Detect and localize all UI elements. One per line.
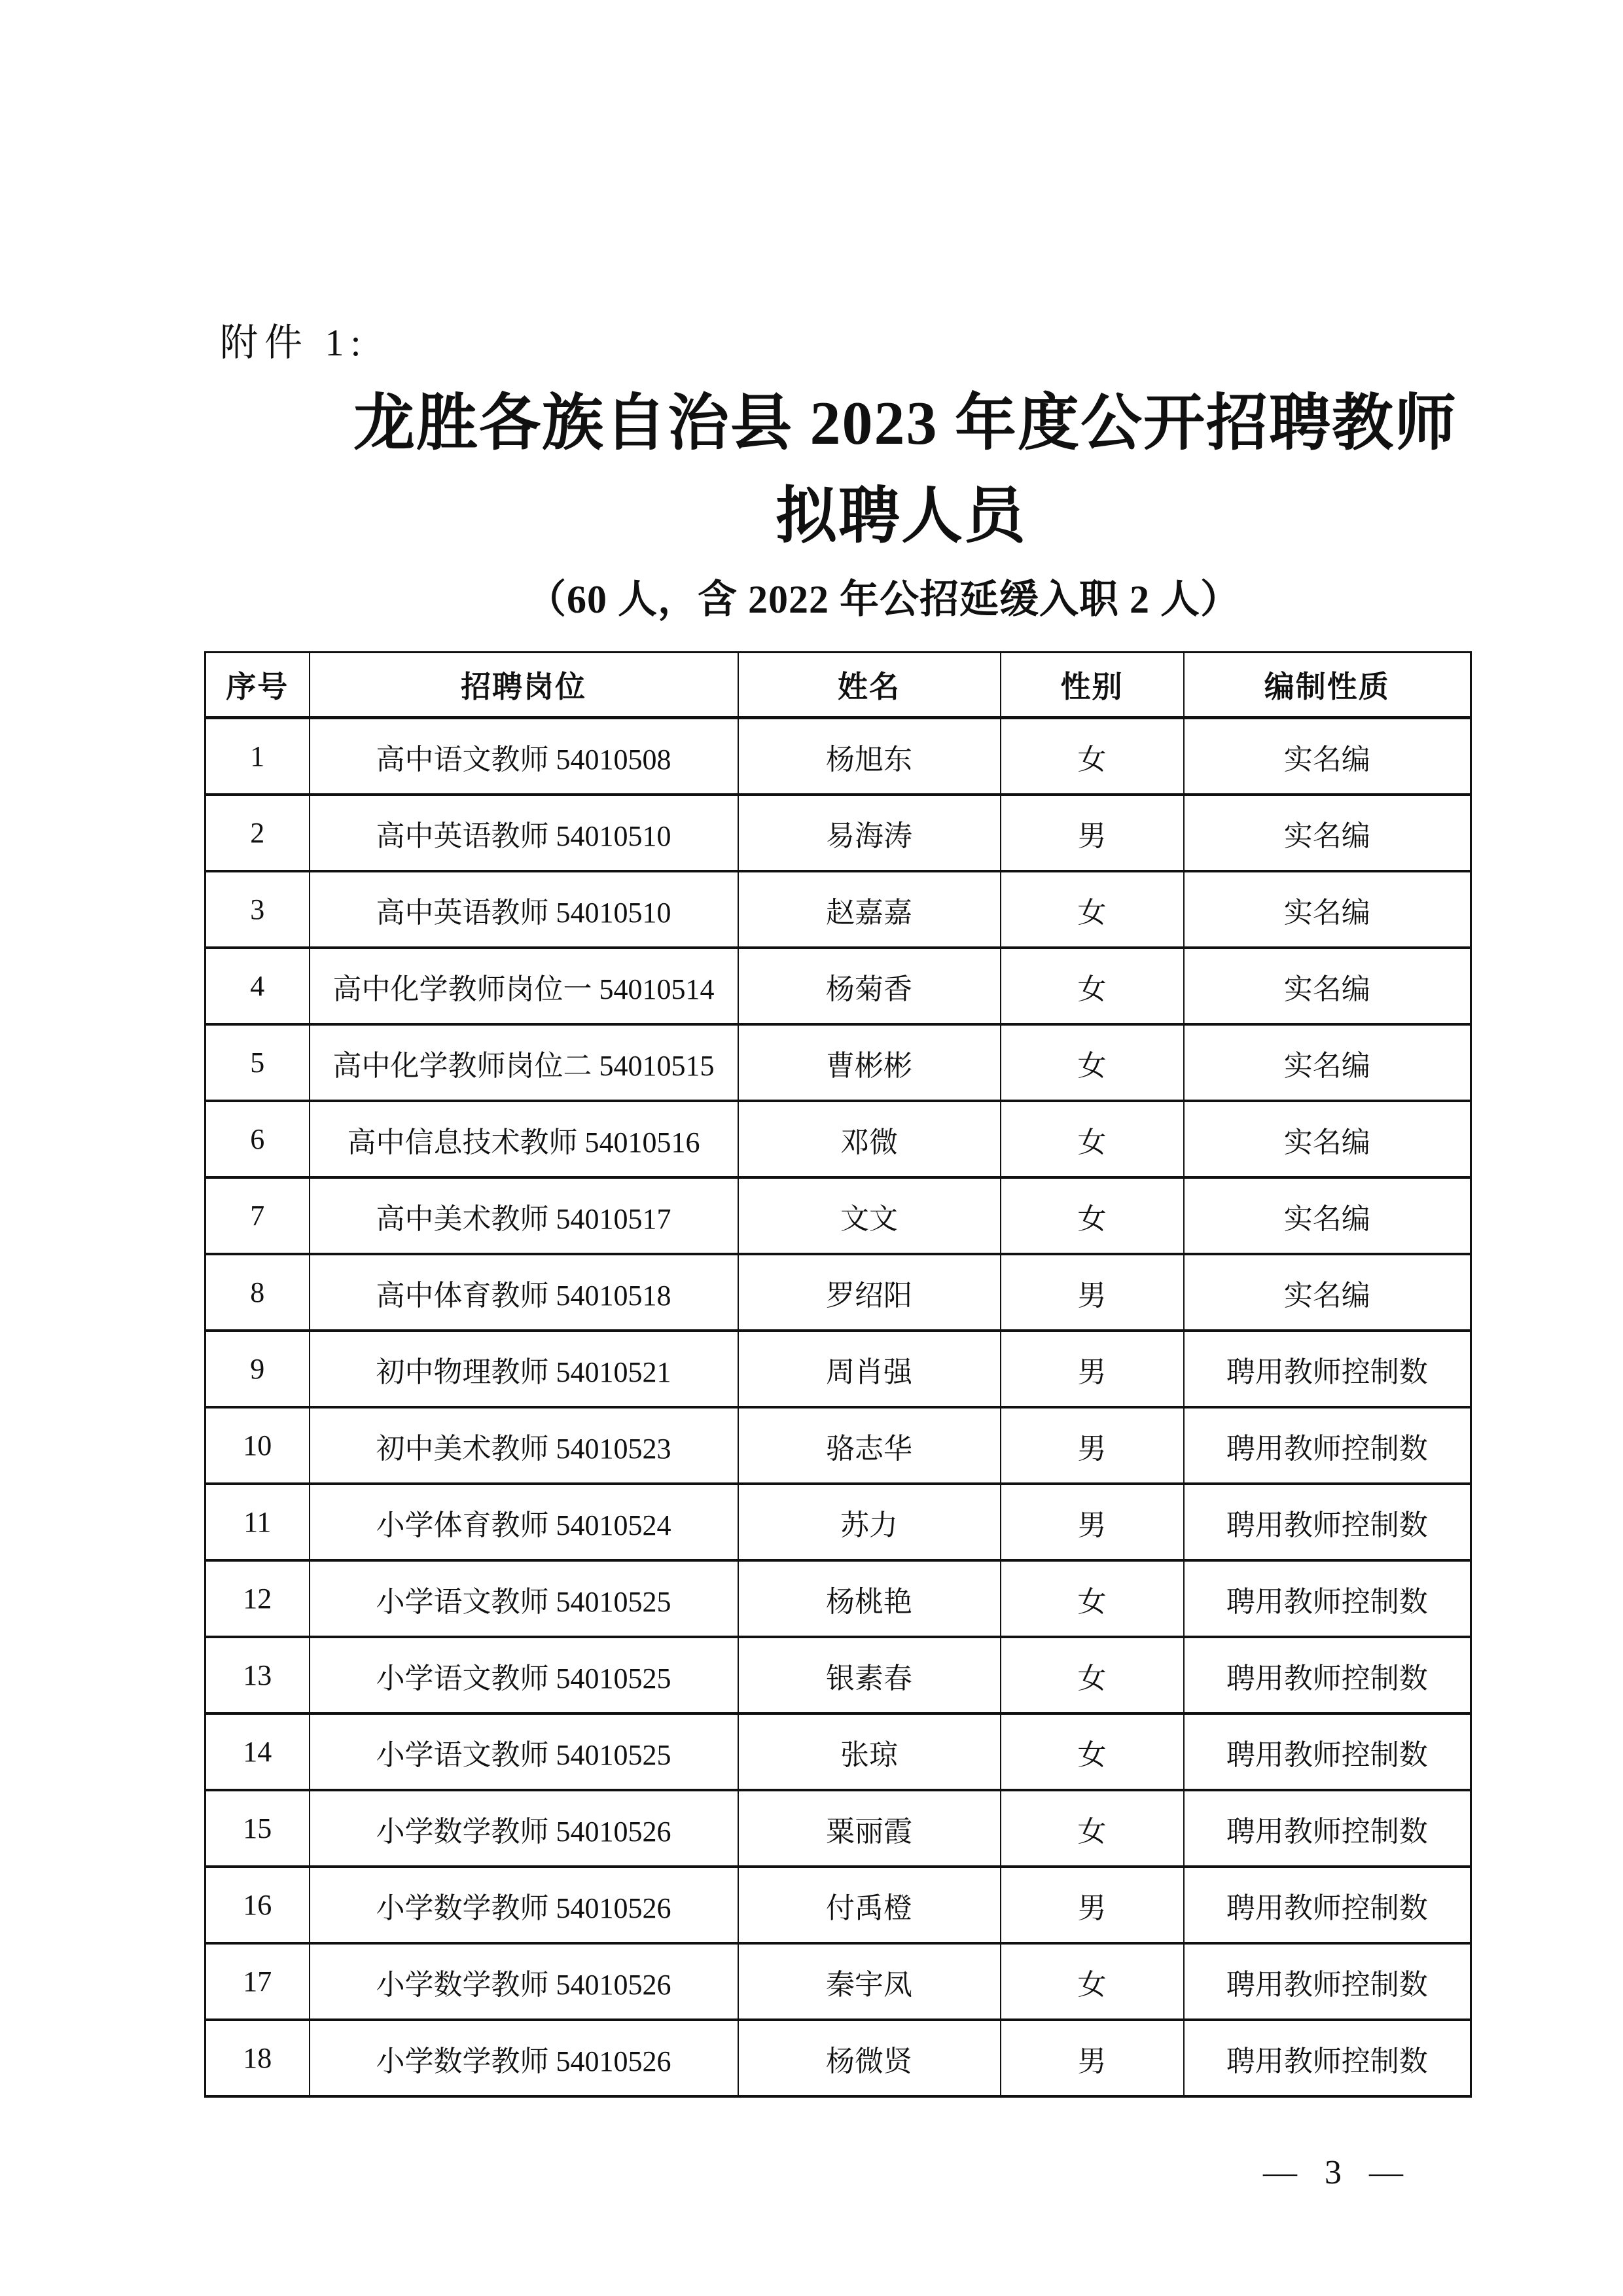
cell-establishment: 聘用教师控制数 [1184,1560,1471,1637]
cell-index: 10 [205,1407,310,1484]
column-header-position: 招聘岗位 [310,653,738,718]
table-row [205,1024,1471,1101]
cell-position: 高中英语教师 54010510 [310,871,738,948]
cell-establishment: 实名编 [1184,718,1471,795]
cell-gender: 女 [1001,1560,1184,1637]
cell-name: 杨旭东 [738,718,1001,795]
cell-index: 17 [205,1943,310,2020]
cell-establishment: 实名编 [1184,1254,1471,1331]
cell-establishment: 聘用教师控制数 [1184,1790,1471,1867]
cell-name: 付禹橙 [738,1867,1001,1943]
cell-establishment: 聘用教师控制数 [1184,1331,1471,1407]
cell-gender: 男 [1001,1407,1184,1484]
cell-gender: 女 [1001,871,1184,948]
document-title [353,377,1458,563]
page-number [1263,2153,1403,2192]
cell-position: 小学语文教师 54010525 [310,1637,738,1713]
cell-name: 杨微贤 [738,2020,1001,2096]
cell-name: 曹彬彬 [738,1024,1001,1101]
cell-index: 7 [205,1177,310,1254]
cell-index: 16 [205,1867,310,1943]
cell-index: 6 [205,1101,310,1177]
cell-index: 3 [205,871,310,948]
cell-establishment: 实名编 [1184,795,1471,871]
cell-name: 杨桃艳 [738,1560,1001,1637]
cell-name: 粟丽霞 [738,1790,1001,1867]
cell-index: 2 [205,795,310,871]
cell-position: 小学数学教师 54010526 [310,1867,738,1943]
cell-gender: 男 [1001,2020,1184,2096]
cell-index: 12 [205,1560,310,1637]
cell-establishment: 聘用教师控制数 [1184,1637,1471,1713]
table-row [205,1790,1471,1867]
table-body [205,718,1471,2097]
table-row [205,795,1471,871]
cell-establishment: 聘用教师控制数 [1184,1407,1471,1484]
column-header-name: 姓名 [738,653,1001,718]
cell-gender: 女 [1001,718,1184,795]
cell-index: 18 [205,2020,310,2096]
cell-position: 初中美术教师 54010523 [310,1407,738,1484]
cell-index: 14 [205,1713,310,1790]
cell-gender: 女 [1001,1790,1184,1867]
cell-establishment: 聘用教师控制数 [1184,1867,1471,1943]
cell-position: 高中体育教师 54010518 [310,1254,738,1331]
cell-gender: 女 [1001,1024,1184,1101]
cell-position: 高中美术教师 54010517 [310,1177,738,1254]
table-row [205,1484,1471,1560]
title-line-2: 拟聘人员 [775,482,1027,550]
table-row [205,2020,1471,2096]
cell-index: 1 [205,718,310,795]
cell-name: 银素春 [738,1637,1001,1713]
table-row [205,1560,1471,1637]
cell-establishment: 聘用教师控制数 [1184,2020,1471,2096]
cell-index: 13 [205,1637,310,1713]
cell-gender: 女 [1001,1713,1184,1790]
table-row [205,1713,1471,1790]
cell-establishment: 实名编 [1184,948,1471,1024]
cell-name: 赵嘉嘉 [738,871,1001,948]
cell-index: 11 [205,1484,310,1560]
cell-position: 小学体育教师 54010524 [310,1484,738,1560]
cell-establishment: 聘用教师控制数 [1184,1713,1471,1790]
cell-name: 骆志华 [738,1407,1001,1484]
table-row [205,1943,1471,2020]
table-row [205,1637,1471,1713]
attachment-label: 附件 1: [220,321,368,364]
cell-name: 张琼 [738,1713,1001,1790]
cell-name: 苏力 [738,1484,1001,1560]
cell-index: 8 [205,1254,310,1331]
table-row [205,1254,1471,1331]
cell-name: 秦宇凤 [738,1943,1001,2020]
cell-establishment: 实名编 [1184,871,1471,948]
table-row [205,871,1471,948]
title-line-1: 龙胜各族自治县 2023 年度公开招聘教师 [353,389,1458,457]
cell-name: 周肖强 [738,1331,1001,1407]
cell-position: 高中语文教师 54010508 [310,718,738,795]
cell-gender: 男 [1001,795,1184,871]
cell-gender: 男 [1001,1254,1184,1331]
page-number-dash-right: — [1369,2154,1403,2191]
cell-name: 罗绍阳 [738,1254,1001,1331]
cell-establishment: 聘用教师控制数 [1184,1943,1471,2020]
cell-index: 9 [205,1331,310,1407]
table-header-row [205,653,1471,718]
page-number-value: 3 [1325,2154,1342,2191]
cell-position: 小学数学教师 54010526 [310,1943,738,2020]
cell-establishment: 实名编 [1184,1024,1471,1101]
cell-gender: 女 [1001,1637,1184,1713]
cell-index: 4 [205,948,310,1024]
cell-name: 文文 [738,1177,1001,1254]
table-row [205,1331,1471,1407]
table-row [205,948,1471,1024]
cell-gender: 男 [1001,1484,1184,1560]
cell-establishment: 聘用教师控制数 [1184,1484,1471,1560]
cell-index: 15 [205,1790,310,1867]
cell-gender: 男 [1001,1867,1184,1943]
cell-position: 小学语文教师 54010525 [310,1713,738,1790]
cell-gender: 女 [1001,1177,1184,1254]
document-subtitle: （60 人，含 2022 年公招延缓入职 2 人） [527,578,1240,621]
table-row [205,1867,1471,1943]
cell-position: 高中化学教师岗位一 54010514 [310,948,738,1024]
page-number-dash-left: — [1263,2154,1297,2191]
cell-establishment: 实名编 [1184,1177,1471,1254]
cell-gender: 女 [1001,1943,1184,2020]
table-row [205,1407,1471,1484]
cell-position: 初中物理教师 54010521 [310,1331,738,1407]
column-header-index: 序号 [205,653,310,718]
cell-position: 小学数学教师 54010526 [310,2020,738,2096]
table-row [205,1177,1471,1254]
cell-position: 高中英语教师 54010510 [310,795,738,871]
cell-gender: 女 [1001,948,1184,1024]
column-header-establishment: 编制性质 [1184,653,1471,718]
cell-gender: 女 [1001,1101,1184,1177]
cell-gender: 男 [1001,1331,1184,1407]
cell-name: 易海涛 [738,795,1001,871]
cell-name: 杨菊香 [738,948,1001,1024]
cell-name: 邓微 [738,1101,1001,1177]
cell-index: 5 [205,1024,310,1101]
column-header-gender: 性别 [1001,653,1184,718]
cell-position: 小学语文教师 54010525 [310,1560,738,1637]
cell-position: 小学数学教师 54010526 [310,1790,738,1867]
table-row [205,1101,1471,1177]
cell-establishment: 实名编 [1184,1101,1471,1177]
recruitment-table [204,651,1472,2098]
cell-position: 高中信息技术教师 54010516 [310,1101,738,1177]
table-row [205,718,1471,795]
cell-position: 高中化学教师岗位二 54010515 [310,1024,738,1101]
